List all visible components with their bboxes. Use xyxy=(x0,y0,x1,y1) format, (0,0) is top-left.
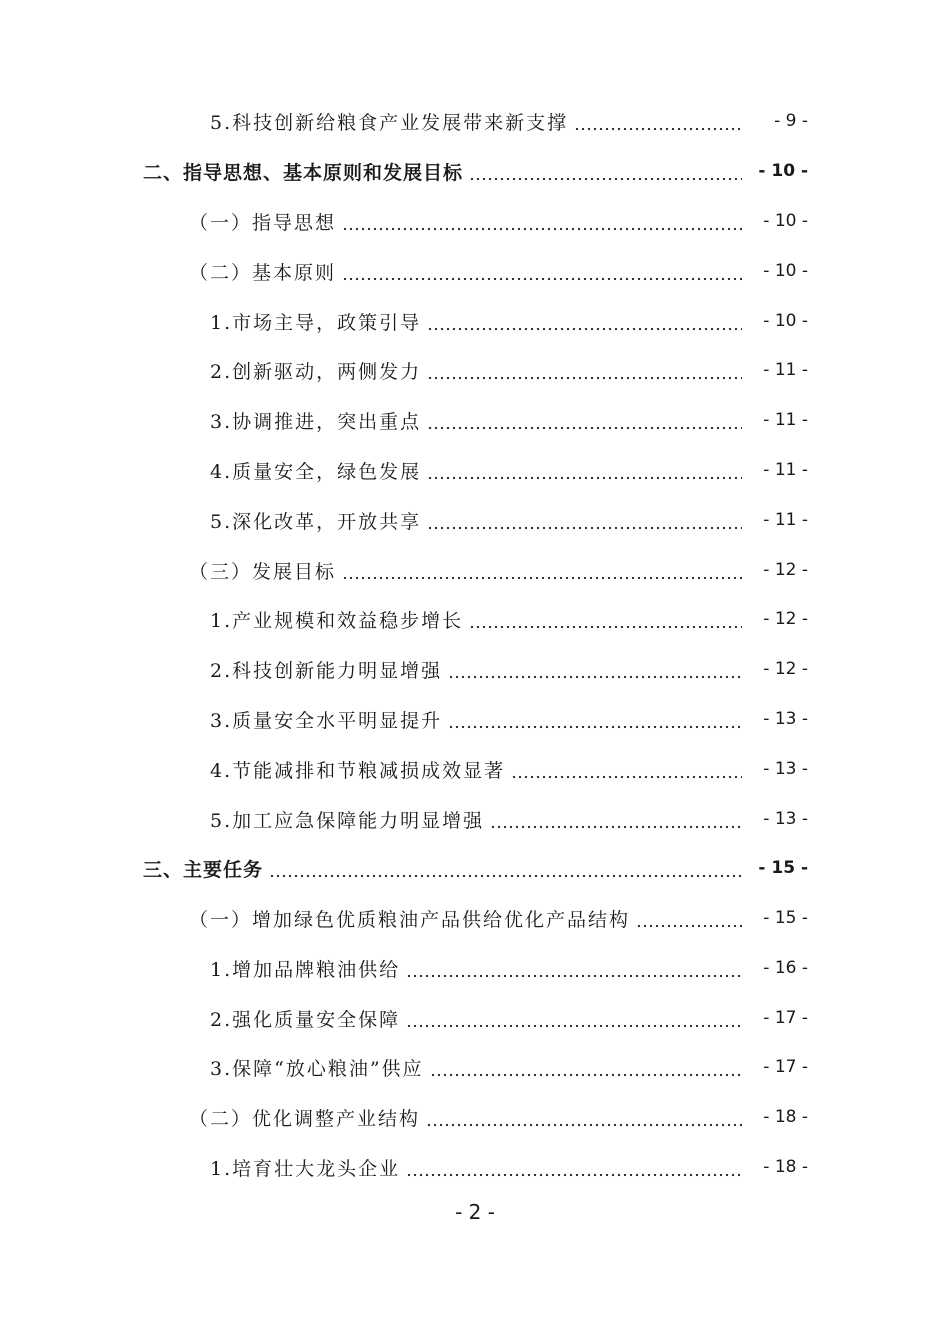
toc-entry-label: （二）优化调整产业结构 xyxy=(189,1107,421,1130)
toc-entry[interactable] xyxy=(210,350,808,390)
toc-entry-label: 3.保障“放心粮油”供应 xyxy=(210,1057,424,1080)
toc-entry-label: （二）基本原则 xyxy=(189,261,337,284)
toc-entry[interactable] xyxy=(210,301,808,341)
toc-entry-label: 3.质量安全水平明显提升 xyxy=(210,709,443,732)
toc-entry-label: 二、指导思想、基本原则和发展目标 xyxy=(143,161,464,184)
toc-entry-label: 4.节能减排和节粮减损成效显著 xyxy=(210,759,506,782)
toc-entry-page: - 12 - xyxy=(763,609,808,629)
toc-entry-label: 1.增加品牌粮油供给 xyxy=(210,958,401,981)
toc-entry-page: - 17 - xyxy=(763,1057,808,1077)
toc-entry[interactable] xyxy=(210,450,808,490)
toc-leader-dots xyxy=(426,1097,742,1137)
toc-leader-dots xyxy=(427,400,742,440)
toc-entry-label: （一）指导思想 xyxy=(189,211,337,234)
toc-leader-dots xyxy=(406,948,742,988)
toc-entry[interactable] xyxy=(210,649,808,689)
toc-entry-label: 5.深化改革，开放共享 xyxy=(210,510,422,533)
toc-entry-page: - 11 - xyxy=(763,460,808,480)
toc-leader-dots xyxy=(406,1147,742,1187)
toc-entry-page: - 11 - xyxy=(763,510,808,530)
toc-leader-dots xyxy=(448,649,742,689)
toc-entry-label: 5.科技创新给粮食产业发展带来新支撑 xyxy=(210,111,569,134)
toc-entry-label: 2.强化质量安全保障 xyxy=(210,1008,401,1031)
toc-entry-label: （三）发展目标 xyxy=(189,560,337,583)
toc-entry[interactable] xyxy=(189,898,808,938)
toc-entry[interactable] xyxy=(189,251,808,291)
toc-entry-label: 三、主要任务 xyxy=(143,858,264,881)
toc-leader-dots xyxy=(406,998,742,1038)
toc-entry[interactable] xyxy=(210,101,808,141)
toc-leader-dots xyxy=(427,500,742,540)
toc-entry-page: - 16 - xyxy=(763,958,808,978)
toc-entry-label: 4.质量安全，绿色发展 xyxy=(210,460,422,483)
toc-entry-page: - 15 - xyxy=(763,908,808,928)
toc-entry[interactable] xyxy=(189,550,808,590)
toc-entry-label: （一）增加绿色优质粮油产品供给优化产品结构 xyxy=(189,908,631,931)
toc-entry-label: 1.市场主导，政策引导 xyxy=(210,311,422,334)
toc-entry-label: 3.协调推进，突出重点 xyxy=(210,410,422,433)
toc-leader-dots xyxy=(342,251,742,291)
toc-entry[interactable] xyxy=(210,948,808,988)
toc-leader-dots xyxy=(269,848,742,888)
toc-entry-page: - 10 - xyxy=(763,211,808,231)
toc-entry-page: - 12 - xyxy=(763,560,808,580)
toc-leader-dots xyxy=(574,101,742,141)
toc-leader-dots xyxy=(469,599,742,639)
toc-leader-dots xyxy=(448,699,742,739)
toc-entry-label: 2.科技创新能力明显增强 xyxy=(210,659,443,682)
toc-entry[interactable] xyxy=(143,151,808,191)
toc-entry-label: 2.创新驱动，两侧发力 xyxy=(210,360,422,383)
toc-leader-dots xyxy=(469,151,742,191)
toc-leader-dots xyxy=(430,1047,742,1087)
toc-entry-page: - 18 - xyxy=(763,1157,808,1177)
toc-entry-page: - 17 - xyxy=(763,1008,808,1028)
toc-leader-dots xyxy=(427,301,742,341)
toc-entry-page: - 10 - xyxy=(763,261,808,281)
toc-leader-dots xyxy=(490,799,742,839)
toc-entry[interactable] xyxy=(210,799,808,839)
toc-entry[interactable] xyxy=(210,599,808,639)
toc-entry[interactable] xyxy=(210,699,808,739)
toc-leader-dots xyxy=(636,898,742,938)
toc-entry-page: - 13 - xyxy=(763,709,808,729)
toc-entry-label: 1.培育壮大龙头企业 xyxy=(210,1157,401,1180)
toc-entry[interactable] xyxy=(210,749,808,789)
toc-leader-dots xyxy=(342,201,742,241)
toc-leader-dots xyxy=(427,350,742,390)
toc-entry-page: - 9 - xyxy=(774,111,808,131)
toc-entry[interactable] xyxy=(210,400,808,440)
page-number-footer: - 2 - xyxy=(455,1200,495,1224)
toc-leader-dots xyxy=(427,450,742,490)
toc-entry[interactable] xyxy=(210,1147,808,1187)
toc-entry-page: - 15 - xyxy=(758,858,808,878)
toc-entry[interactable] xyxy=(143,848,808,888)
toc-entry-page: - 12 - xyxy=(763,659,808,679)
toc-entry-page: - 10 - xyxy=(758,161,808,181)
toc-entry-page: - 11 - xyxy=(763,360,808,380)
toc-entry[interactable] xyxy=(210,1047,808,1087)
toc-entry-page: - 10 - xyxy=(763,311,808,331)
toc-entry[interactable] xyxy=(189,1097,808,1137)
toc-entry-label: 5.加工应急保障能力明显增强 xyxy=(210,809,485,832)
toc-entry-page: - 13 - xyxy=(763,809,808,829)
toc-entry[interactable] xyxy=(189,201,808,241)
toc-entry-page: - 13 - xyxy=(763,759,808,779)
toc-leader-dots xyxy=(511,749,742,789)
toc-entry[interactable] xyxy=(210,500,808,540)
toc-entry[interactable] xyxy=(210,998,808,1038)
toc-leader-dots xyxy=(342,550,742,590)
toc-entry-page: - 18 - xyxy=(763,1107,808,1127)
toc-entry-page: - 11 - xyxy=(763,410,808,430)
toc-entry-label: 1.产业规模和效益稳步增长 xyxy=(210,609,464,632)
